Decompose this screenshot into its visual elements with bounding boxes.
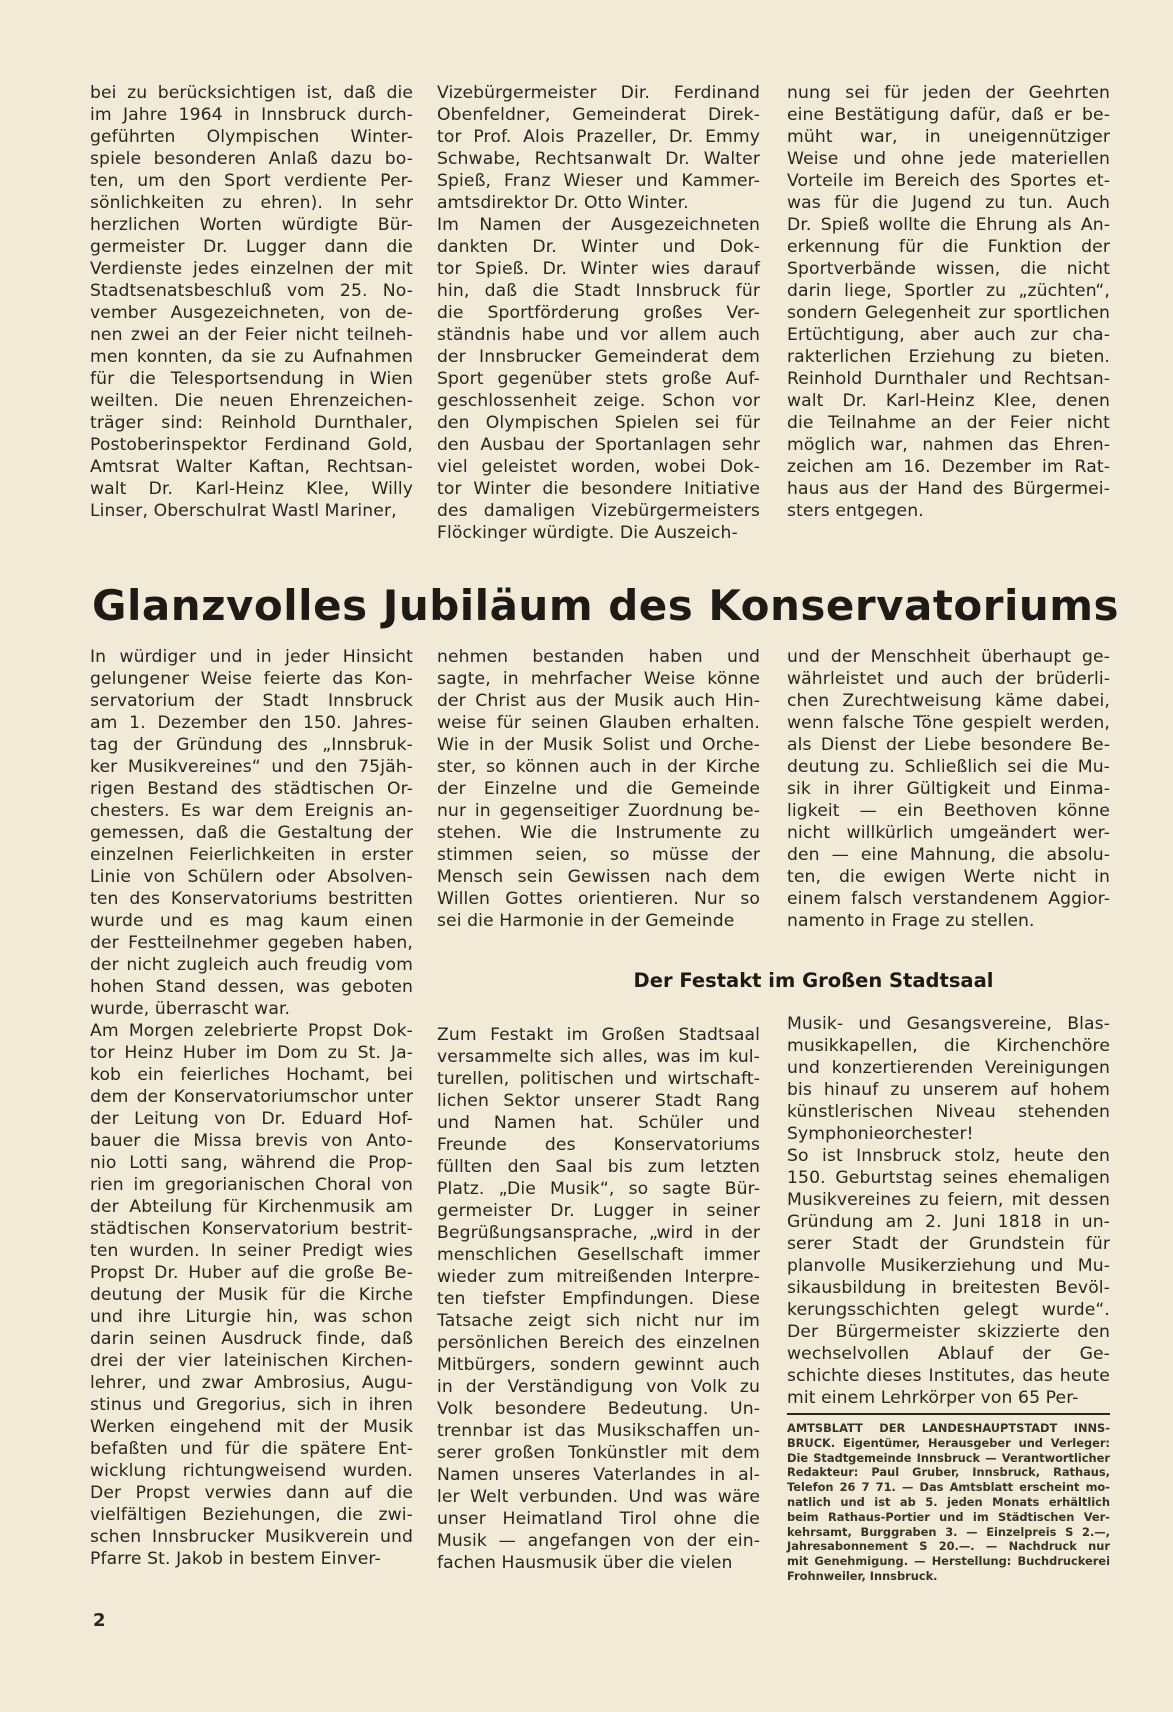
text-line: und ihre Liturgie hin, was schon — [90, 1307, 413, 1327]
text-line: Amtsrat Walter Kaftan, Rechtsan- — [90, 457, 413, 477]
text-line: vielfältigen Beziehungen, die zwi- — [90, 1505, 413, 1525]
text-line: sondern Gelegenheit zur sportlichen — [787, 303, 1110, 323]
text-line: eine Bestätigung dafür, daß er be- — [787, 105, 1110, 125]
article-column-2-top — [437, 646, 760, 932]
imprint-divider — [787, 1413, 1110, 1415]
text-line: beim Rathaus-Portier und im Städtischen Ver- — [787, 1509, 1110, 1524]
text-line: Am Morgen zelebrierte Propst Dok- — [90, 1021, 413, 1041]
text-line: Der Propst verwies dann auf die — [90, 1483, 413, 1503]
text-line: bauer die Missa brevis von Anto- — [90, 1131, 413, 1151]
text-line: lehrer, und zwar Ambrosius, Augu- — [90, 1373, 413, 1393]
text-line: sters entgegen. — [787, 501, 924, 521]
text-line: möglich war, nahmen das Ehren- — [787, 435, 1110, 455]
text-line: schichte dieses Institutes, das heute — [787, 1366, 1110, 1386]
text-line: kob ein feierliches Hochamt, bei — [90, 1065, 413, 1085]
text-line: mit einem Lehrkörper von 65 Per- — [787, 1388, 1079, 1408]
text-line: sik in ihrer Gültigkeit und Einma- — [787, 779, 1110, 799]
text-line: Vorteile im Bereich des Sportes et- — [787, 171, 1110, 191]
text-line: tag der Gründung des „Innsbruk- — [90, 735, 413, 755]
text-line: Tatsache zeigt sich nicht nur im — [437, 1311, 760, 1331]
text-line: Verdienste jedes einzelnen der mit — [90, 259, 413, 279]
text-line: sagte, in mehrfacher Weise könne — [437, 669, 760, 689]
text-line: am 1. Dezember den 150. Jahres- — [90, 713, 413, 733]
text-line: ker Musikvereines“ und den 75jäh- — [90, 757, 413, 777]
text-line: und der Menschheit überhaupt ge- — [787, 647, 1110, 667]
text-line: ständnis habe und vor allem auch — [437, 325, 760, 345]
text-line: Zum Festakt im Großen Stadtsaal — [437, 1025, 760, 1045]
text-line: ten des Konservatoriums bestritten — [90, 889, 413, 909]
text-line: kerungsschichten gelegt wurde“. — [787, 1300, 1110, 1320]
text-line: deutung zu. Schließlich sei die Mu- — [787, 757, 1110, 777]
text-line: Namen unseres Vaterlandes in al- — [437, 1465, 760, 1485]
text-line: hohen Stand dessen, was geboten — [90, 977, 413, 997]
text-line: persönlichen Bereich des einzelnen — [437, 1333, 760, 1353]
text-line: in der Verständigung von Volk zu — [437, 1377, 760, 1397]
text-line: schen Innsbrucker Musikverein und — [90, 1527, 413, 1547]
text-line: chesters. Es war dem Ereignis an- — [90, 801, 413, 821]
text-line: fachen Hausmusik über die vielen — [437, 1553, 733, 1573]
text-line: im Jahre 1964 in Innsbruck durch- — [90, 105, 413, 125]
text-line: sei die Harmonie in der Gemeinde — [437, 911, 735, 931]
text-line: mit Genehmigung. — Herstellung: Buchdruckerei — [787, 1554, 1110, 1569]
text-line: wechselvollen Ablauf der Ge- — [787, 1344, 1110, 1364]
text-line: darin seinen Ausdruck finde, daß — [90, 1329, 413, 1349]
text-line: der Christ aus der Musik auch Hin- — [437, 691, 760, 711]
text-line: In würdiger und in jeder Hinsicht — [90, 647, 413, 667]
text-line: die Sportförderung großes Ver- — [437, 303, 760, 323]
text-line: 150. Geburtstag seines ehemaligen — [787, 1168, 1110, 1188]
text-line: Flöckinger würdigte. Die Auszeich- — [437, 523, 738, 543]
text-line: menschlichen Gesellschaft immer — [437, 1245, 760, 1265]
text-line: Willen Gottes orientieren. Nur so — [437, 889, 760, 909]
text-line: chen Zurechtweisung käme dabei, — [787, 691, 1110, 711]
text-line: dankten Dr. Winter und Dok- — [437, 237, 760, 257]
text-line: als Dienst der Liebe besondere Be- — [787, 735, 1110, 755]
text-line: hin, daß die Stadt Innsbruck für — [437, 281, 760, 301]
article-column-3-top — [787, 646, 1110, 932]
text-line: einem falsch verstandenem Aggior- — [787, 889, 1110, 909]
text-line: walt Dr. Karl-Heinz Klee, denen — [787, 391, 1110, 411]
text-line: Linser, Oberschulrat Wastl Mariner, — [90, 501, 397, 521]
article-column-3-bottom — [787, 1013, 1110, 1409]
text-line: städtischen Konservatorium bestrit- — [90, 1219, 413, 1239]
text-line: lichen Sektor unserer Stadt Rang — [437, 1091, 760, 1111]
text-line: der Festteilnehmer gegeben haben, — [90, 933, 413, 953]
text-line: Linie von Schülern oder Absolven- — [90, 867, 413, 887]
text-line: darin liege, Sportler zu „züchten“, — [787, 281, 1110, 301]
text-line: künstlerischen Niveau stehenden — [787, 1102, 1110, 1122]
text-line: die Teilnahme an der Feier nicht — [787, 413, 1110, 433]
text-line: stimmen seien, so müsse der — [437, 845, 760, 865]
text-line: amtsdirektor Dr. Otto Winter. — [437, 193, 689, 213]
text-line: serer großen Tonkünstler mit dem — [437, 1443, 760, 1463]
text-line: vember Ausgezeichneten, von de- — [90, 303, 413, 323]
text-line: ten wurden. In seiner Predigt wies — [90, 1241, 413, 1261]
text-line: Weise und ohne jede materiellen — [787, 149, 1110, 169]
text-line: stinus und Gregorius, sich in ihren — [90, 1395, 413, 1415]
text-line: nicht willkürlich umgeändert wer- — [787, 823, 1110, 843]
text-line: einzelnen Feierlichkeiten in erster — [90, 845, 413, 865]
top-column-3 — [787, 82, 1110, 522]
text-line: Frohnweiler, Innsbruck. — [787, 1568, 938, 1583]
text-line: erkennung für die Funktion der — [787, 237, 1110, 257]
text-line: Begrüßungsansprache, „wird in der — [437, 1223, 760, 1243]
text-line: Stadtsenatsbeschluß vom 25. No- — [90, 281, 413, 301]
text-line: bis hinauf zu unserem auf hohem — [787, 1080, 1110, 1100]
text-line: namento in Frage zu stellen. — [787, 911, 1035, 931]
text-line: Redakteur: Paul Gruber, Innsbruck, Rathaus, — [787, 1465, 1110, 1480]
text-line: Propst Dr. Huber auf die große Be- — [90, 1263, 413, 1283]
text-line: geführten Olympischen Winter- — [90, 127, 413, 147]
text-line: Mensch sein Gewissen nach dem — [437, 867, 760, 887]
text-line: währleistet und auch der brüderli- — [787, 669, 1110, 689]
text-line: ler Welt verbunden. Und was wäre — [437, 1487, 760, 1507]
text-line: BRUCK. Eigentümer, Herausgeber und Verleger: — [787, 1435, 1110, 1450]
text-line: dem der Konservatoriumschor unter — [90, 1087, 413, 1107]
text-line: unser Heimatland Tirol ohne die — [437, 1509, 760, 1529]
text-line: der Innsbrucker Gemeinderat dem — [437, 347, 760, 367]
text-line: Werken eingehend mit der Musik — [90, 1417, 413, 1437]
text-line: viel geleistet worden, wobei Dok- — [437, 457, 760, 477]
text-line: walt Dr. Karl-Heinz Klee, Willy — [90, 479, 413, 499]
text-line: nio Lotti sang, während die Prop- — [90, 1153, 413, 1173]
text-line: versammelte sich alles, was im kul- — [437, 1047, 760, 1067]
text-line: gemessen, daß die Gestaltung der — [90, 823, 413, 843]
text-line: Die Stadtgemeinde Innsbruck — Verantwortlicher — [787, 1450, 1110, 1465]
text-line: haus aus der Hand des Bürgermei- — [787, 479, 1110, 499]
text-line: natlich und ist ab 5. jeden Monats erhältlich — [787, 1494, 1110, 1509]
section-subheading: Der Festakt im Großen Stadtsaal — [633, 969, 994, 992]
text-line: tor Spieß. Dr. Winter wies darauf — [437, 259, 760, 279]
text-line: weise für seinen Glauben erhalten. — [437, 713, 760, 733]
text-line: Mitbürgers, sondern gewinnt auch — [437, 1355, 760, 1375]
article-column-1 — [90, 646, 413, 1570]
text-line: bei zu berücksichtigen ist, daß die — [90, 83, 413, 103]
text-line: wicklung richtungweisend wurden. — [90, 1461, 413, 1481]
text-line: serer Stadt der Grundstein für — [787, 1234, 1110, 1254]
text-line: ten, die ewigen Werte nicht in — [787, 867, 1110, 887]
top-column-2 — [437, 82, 760, 544]
text-line: Musikvereines zu feiern, mit dessen — [787, 1190, 1110, 1210]
text-line: men konnten, da sie zu Aufnahmen — [90, 347, 413, 367]
text-line: ster, so können auch in der Kirche — [437, 757, 760, 777]
text-line: drei der vier lateinischen Kirchen- — [90, 1351, 413, 1371]
text-line: Volk besondere Bedeutung. Un- — [437, 1399, 760, 1419]
text-line: Platz. „Die Musik“, so sagte Bür- — [437, 1179, 760, 1199]
text-line: Musik- und Gesangsvereine, Blas- — [787, 1014, 1110, 1034]
text-line: stehen. Wie die Instrumente zu — [437, 823, 760, 843]
text-line: der Leitung von Dr. Eduard Hof- — [90, 1109, 413, 1129]
text-line: Obenfeldner, Gemeinderat Direk- — [437, 105, 760, 125]
text-line: wieder zum mitreißenden Interpre- — [437, 1267, 760, 1287]
text-line: wurde, überrascht war. — [90, 999, 291, 1019]
text-line: des damaligen Vizebürgermeisters — [437, 501, 760, 521]
text-line: für die Telesportsendung in Wien — [90, 369, 413, 389]
text-line: Symphonieorchester! — [787, 1124, 974, 1144]
article-headline: Glanzvolles Jubiläum des Konservatoriums — [92, 581, 1120, 630]
text-line: nur in gegenseitiger Zuordnung be- — [437, 801, 760, 821]
text-line: Gründung am 2. Juni 1818 in un- — [787, 1212, 1110, 1232]
text-line: Schwabe, Rechtsanwalt Dr. Walter — [437, 149, 760, 169]
text-line: spiele besonderen Anlaß dazu bo- — [90, 149, 413, 169]
text-line: träger sind: Reinhold Durnthaler, — [90, 413, 413, 433]
text-line: kehrsamt, Burggraben 3. — Einzelpreis S 2.—, — [787, 1524, 1110, 1539]
text-line: wurde und es mag kaum einen — [90, 911, 413, 931]
text-line: geschlossenheit zeige. Schon vor — [437, 391, 760, 411]
text-line: tor Heinz Huber im Dom zu St. Ja- — [90, 1043, 413, 1063]
text-line: müht war, in uneigennütziger — [787, 127, 1110, 147]
text-line: So ist Innsbruck stolz, heute den — [787, 1146, 1110, 1166]
text-line: sikausbildung in breitesten Bevöl- — [787, 1278, 1110, 1298]
text-line: rigen Bestand des städtischen Or- — [90, 779, 413, 799]
text-line: rakterlichen Erziehung zu bieten. — [787, 347, 1110, 367]
page-number: 2 — [93, 1610, 106, 1631]
text-line: nung sei für jeden der Geehrten — [787, 83, 1110, 103]
text-line: sönlichkeiten zu ehren). In sehr — [90, 193, 413, 213]
text-line: herzlichen Worten würdigte Bür- — [90, 215, 413, 235]
text-line: den Ausbau der Sportanlagen sehr — [437, 435, 760, 455]
text-line: rien im gregorianischen Choral von — [90, 1175, 413, 1195]
text-line: Jahresabonnement S 20.—. — Nachdruck nur — [787, 1539, 1110, 1554]
text-line: germeister Dr. Lugger in seiner — [437, 1201, 760, 1221]
top-column-1 — [90, 82, 413, 522]
text-line: AMTSBLATT DER LANDESHAUPTSTADT INNS- — [787, 1421, 1110, 1435]
text-line: tor Winter die besondere Initiative — [437, 479, 760, 499]
text-line: zeichen am 16. Dezember im Rat- — [787, 457, 1110, 477]
text-line: Sport gegenüber stets große Auf- — [437, 369, 760, 389]
text-line: Telefon 26 7 71. — Das Amtsblatt erscheint mo- — [787, 1480, 1110, 1495]
text-line: planvolle Musikerziehung und Mu- — [787, 1256, 1110, 1276]
text-line: Pfarre St. Jakob in bestem Einver- — [90, 1549, 381, 1569]
text-line: Postoberinspektor Ferdinand Gold, — [90, 435, 413, 455]
text-line: füllten den Saal bis zum letzten — [437, 1157, 760, 1177]
text-line: der nicht zugleich auch freudig vom — [90, 955, 413, 975]
text-line: Spieß, Franz Wieser und Kammer- — [437, 171, 760, 191]
text-line: ten tiefster Empfindungen. Diese — [437, 1289, 760, 1309]
text-line: nehmen bestanden haben und — [437, 647, 760, 667]
text-line: was für die Jugend zu tun. Auch — [787, 193, 1110, 213]
text-line: der Einzelne und die Gemeinde — [437, 779, 760, 799]
text-line: Sportverbände wissen, die nicht — [787, 259, 1110, 279]
text-line: tor Prof. Alois Prazeller, Dr. Emmy — [437, 127, 760, 147]
article-column-2-bottom — [437, 1024, 760, 1574]
imprint-box — [787, 1421, 1110, 1584]
text-line: gelungener Weise feierte das Kon- — [90, 669, 413, 689]
text-line: den Olympischen Spielen sei für — [437, 413, 760, 433]
text-line: Reinhold Durnthaler und Rechtsan- — [787, 369, 1110, 389]
text-line: und Namen hat. Schüler und — [437, 1113, 760, 1133]
text-line: Im Namen der Ausgezeichneten — [437, 215, 760, 235]
text-line: den — eine Mahnung, die absolu- — [787, 845, 1110, 865]
text-line: Der Bürgermeister skizzierte den — [787, 1322, 1110, 1342]
text-line: turellen, politischen und wirtschaft- — [437, 1069, 760, 1089]
text-line: musikkapellen, die Kirchenchöre — [787, 1036, 1110, 1056]
text-line: weilten. Die neuen Ehrenzeichen- — [90, 391, 413, 411]
text-line: Ertüchtigung, aber auch zur cha- — [787, 325, 1110, 345]
text-line: trennbar ist das Musikschaffen un- — [437, 1421, 760, 1441]
text-line: Dr. Spieß wollte die Ehrung als An- — [787, 215, 1110, 235]
text-line: und konzertierenden Vereinigungen — [787, 1058, 1110, 1078]
text-line: deutung der Musik für die Kirche — [90, 1285, 413, 1305]
text-line: Wie in der Musik Solist und Orche- — [437, 735, 760, 755]
text-line: ligkeit — ein Beethoven könne — [787, 801, 1110, 821]
text-line: servatorium der Stadt Innsbruck — [90, 691, 413, 711]
text-line: ten, um den Sport verdiente Per- — [90, 171, 413, 191]
text-line: der Abteilung für Kirchenmusik am — [90, 1197, 413, 1217]
text-line: befaßten und für die spätere Ent- — [90, 1439, 413, 1459]
text-line: nen zwei an der Feier nicht teilneh- — [90, 325, 413, 345]
text-line: germeister Dr. Lugger dann die — [90, 237, 413, 257]
text-line: Freunde des Konservatoriums — [437, 1135, 760, 1155]
text-line: Musik — angefangen von der ein- — [437, 1531, 760, 1551]
text-line: Vizebürgermeister Dir. Ferdinand — [437, 83, 760, 103]
text-line: wenn falsche Töne gespielt werden, — [787, 713, 1110, 733]
